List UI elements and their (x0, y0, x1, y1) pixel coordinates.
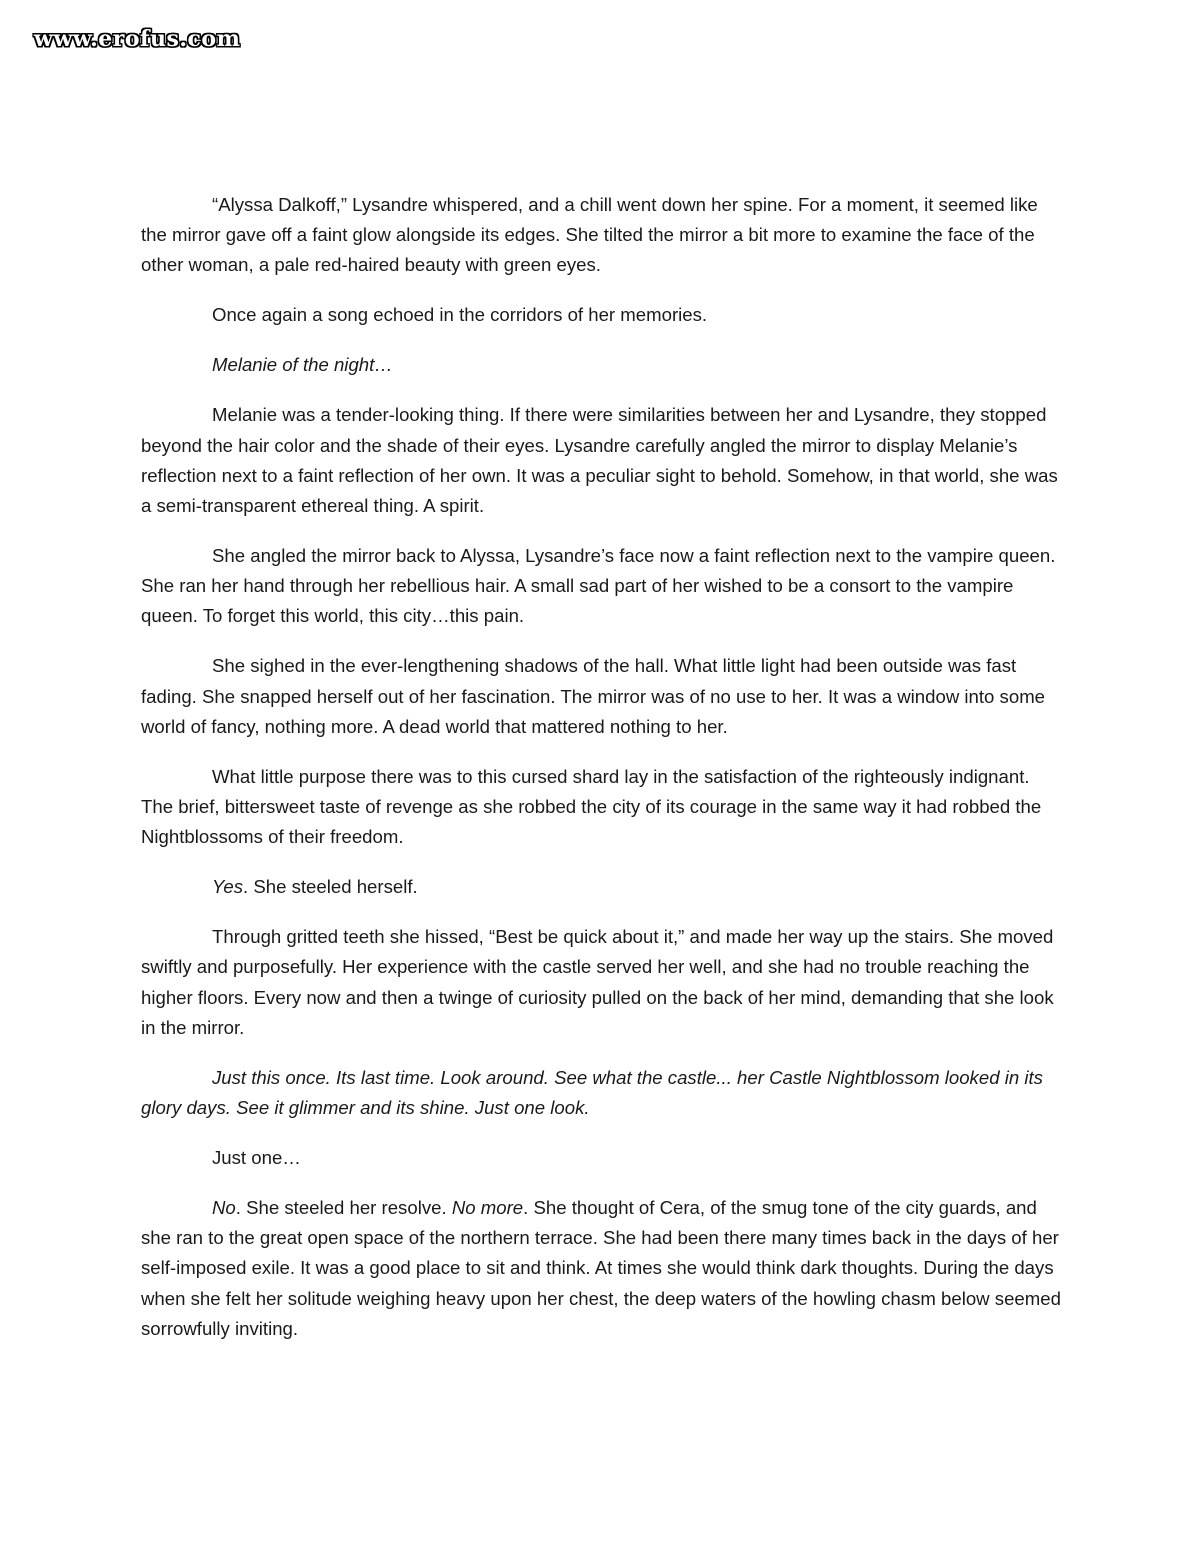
paragraph (141, 872, 1061, 902)
text-segment: Once again a song echoed in the corridors of her memories. (212, 304, 708, 326)
text-segment: She angled the mirror back to Alyssa, Lysandre’s face now a faint reflection next to the vampire queen. She ran her hand through her rebellious hair. A small sad part of her wished to be a consort to the vampire queen. To forget this world, this city…this pain. (141, 545, 1056, 627)
paragraph (141, 541, 1061, 632)
text-segment: . She thought of Cera, of the smug tone of the city guards, and she ran to the great open space of the northern terrace. She had been there many times back in the days of her self-imposed exile. It was a good place to sit and think. At times she would think dark thoughts. During the days when she felt her solitude weighing heavy upon her chest, the deep waters of the howling chasm below seemed sorrowfully inviting. (141, 1197, 1061, 1339)
paragraph (141, 651, 1061, 742)
paragraph (141, 350, 1061, 380)
paragraph (141, 1063, 1061, 1123)
italic-text: Yes (212, 876, 244, 898)
paragraph (141, 1143, 1061, 1173)
paragraph (141, 922, 1061, 1043)
text-segment: Through gritted teeth she hissed, “Best be quick about it,” and made her way up the stairs. She moved swiftly and purposefully. Her experience with the castle served her well, and she had no trouble reaching the higher floors. Every now and then a twinge of curiosity pulled on the back of her mind, demanding that she look in the mirror. (141, 926, 1054, 1038)
paragraph (141, 300, 1061, 330)
paragraph (141, 1193, 1061, 1344)
text-segment: . She steeled herself. (243, 876, 418, 898)
italic-text: No (212, 1197, 236, 1219)
text-segment: “Alyssa Dalkoff,” Lysandre whispered, and a chill went down her spine. For a moment, it seemed like the mirror gave off a faint glow alongside its edges. She tilted the mirror a bit more to examine the face of the other woman, a pale red-haired beauty with green eyes. (141, 194, 1038, 276)
text-segment: Melanie was a tender-looking thing. If there were similarities between her and Lysandre, they stopped beyond the hair color and the shade of their eyes. Lysandre carefully angled the mirror to display Melanie’s reflection next to a faint reflection of her own. It was a peculiar sight to behold. Somehow, in that world, she was a semi-transparent ethereal thing. A spirit. (141, 404, 1058, 517)
text-segment: . She steeled her resolve. (235, 1197, 452, 1219)
italic-text: No more (451, 1197, 524, 1219)
italic-text: Melanie of the night… (212, 354, 393, 376)
text-segment: What little purpose there was to this cursed shard lay in the satisfaction of the righteously indignant. The brief, bittersweet taste of revenge as she robbed the city of its courage in the same way it had robbed the Nightblossoms of their freedom. (141, 765, 1042, 848)
paragraph (141, 400, 1061, 521)
paragraph (141, 190, 1061, 281)
document-body (141, 190, 1061, 1364)
italic-text: Just this once. Its last time. Look around. See what the castle... her Castle Nightblossom looked in its glory days. See it glimmer and its shine. Just one look. (141, 1066, 1043, 1119)
text-segment: She sighed in the ever-lengthening shadows of the hall. What little light had been outside was fast fading. She snapped herself out of her fascination. The mirror was of no use to her. It was a window into some world of fancy, nothing more. A dead world that mattered nothing to her. (141, 655, 1046, 737)
site-watermark: www.erofus.com (34, 26, 241, 52)
text-segment: Just one… (212, 1147, 301, 1169)
paragraph (141, 762, 1061, 853)
